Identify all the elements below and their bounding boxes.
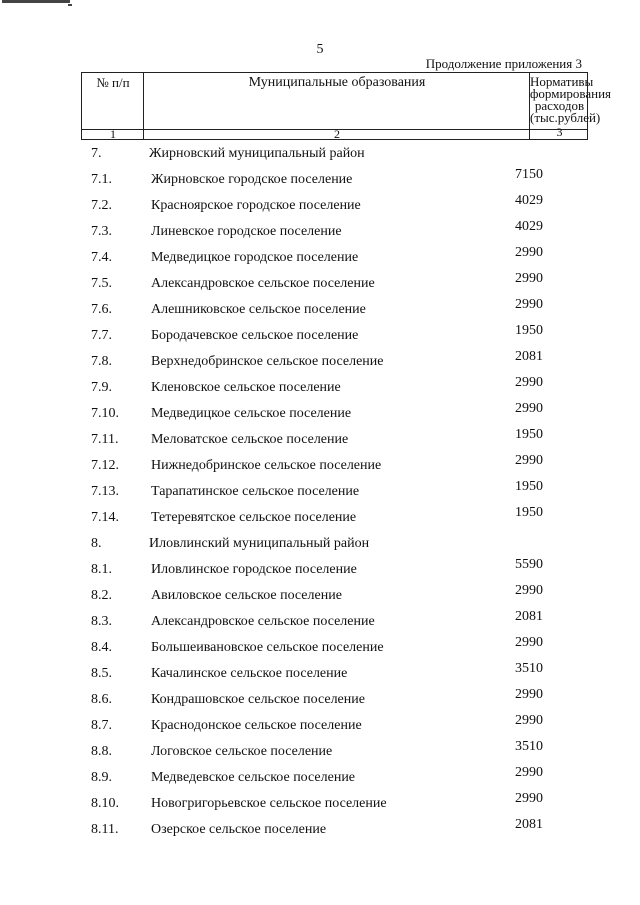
table-row bbox=[0, 167, 640, 198]
row-name: Иловлинское городское поселение bbox=[151, 562, 357, 577]
table-row bbox=[0, 791, 640, 822]
table-row bbox=[0, 245, 640, 276]
row-number: 8.6. bbox=[91, 692, 112, 707]
row-name: Медведицкое городское поселение bbox=[151, 250, 359, 265]
row-name: Кленовское сельское поселение bbox=[151, 380, 341, 395]
row-name: Логовское сельское поселение bbox=[151, 744, 333, 759]
table-row bbox=[0, 219, 640, 250]
header-norm-column: Нормативы формирования расходов (тыс.рублей) bbox=[530, 74, 612, 125]
row-number: 7.5. bbox=[91, 276, 112, 291]
table-row bbox=[0, 271, 640, 302]
row-name: Верхнедобринское сельское поселение bbox=[151, 354, 384, 369]
table-row bbox=[0, 349, 640, 380]
row-name: Александровское сельское поселение bbox=[151, 276, 375, 291]
row-number: 7.9. bbox=[91, 380, 112, 395]
row-value: 4029 bbox=[515, 219, 543, 234]
table-row bbox=[0, 146, 640, 172]
column-index-2: 2 bbox=[334, 127, 340, 141]
appendix-continuation-note: Продолжение приложения 3 bbox=[425, 56, 582, 71]
row-value: 2990 bbox=[515, 271, 543, 286]
row-number: 7.6. bbox=[91, 302, 112, 317]
row-name: Алешниковское сельское поселение bbox=[151, 302, 366, 317]
row-number: 7.2. bbox=[91, 198, 112, 213]
table-row bbox=[0, 401, 640, 432]
row-name: Краснодонское сельское поселение bbox=[151, 718, 362, 733]
row-name: Тарапатинское сельское поселение bbox=[151, 484, 360, 499]
row-value: 3510 bbox=[515, 739, 543, 754]
row-number: 8.2. bbox=[91, 588, 112, 603]
row-name: Кондрашовское сельское поселение bbox=[151, 692, 365, 707]
table-row bbox=[0, 297, 640, 328]
row-value: 2081 bbox=[515, 349, 543, 364]
row-number: 7.3. bbox=[91, 224, 112, 239]
row-value: 2081 bbox=[515, 609, 543, 624]
row-name: Меловатское сельское поселение bbox=[151, 432, 349, 447]
header-number-column: № п/п bbox=[96, 75, 130, 90]
row-name: Тетеревятское сельское поселение bbox=[151, 510, 357, 525]
row-number: 8.5. bbox=[91, 666, 112, 681]
table-row bbox=[0, 635, 640, 666]
row-number: 7.10. bbox=[91, 406, 119, 421]
row-name: Иловлинский муниципальный район bbox=[149, 536, 370, 551]
row-name: Линевское городское поселение bbox=[151, 224, 342, 239]
table-row bbox=[0, 193, 640, 224]
row-number: 8.3. bbox=[91, 614, 112, 629]
row-name: Озерское сельское поселение bbox=[151, 822, 327, 837]
row-value: 2990 bbox=[515, 635, 543, 650]
row-name: Бородачевское сельское поселение bbox=[151, 328, 359, 343]
table-row bbox=[0, 453, 640, 484]
row-name: Красноярское городское поселение bbox=[151, 198, 361, 213]
table-row bbox=[0, 687, 640, 718]
table-row bbox=[0, 661, 640, 692]
row-number: 7.1. bbox=[91, 172, 112, 187]
table-header bbox=[81, 72, 612, 141]
row-number: 7.14. bbox=[91, 510, 119, 525]
row-number: 7.13. bbox=[91, 484, 119, 499]
column-index-1: 1 bbox=[110, 127, 116, 141]
row-value: 2990 bbox=[515, 791, 543, 806]
page-number: 5 bbox=[316, 42, 324, 57]
row-number: 7.7. bbox=[91, 328, 112, 343]
table-row bbox=[0, 323, 640, 354]
row-value: 7150 bbox=[515, 167, 543, 182]
row-number: 7.8. bbox=[91, 354, 112, 369]
table-body bbox=[0, 146, 640, 848]
row-number: 8.9. bbox=[91, 770, 112, 785]
table-row bbox=[0, 739, 640, 770]
row-value: 1950 bbox=[515, 479, 543, 494]
column-index-3: 3 bbox=[556, 125, 563, 139]
row-number: 7.11. bbox=[91, 432, 119, 447]
row-value: 1950 bbox=[515, 505, 543, 520]
row-number: 8.8. bbox=[91, 744, 112, 759]
row-name: Качалинское сельское поселение bbox=[151, 666, 348, 681]
row-number: 7.4. bbox=[91, 250, 112, 265]
table-row bbox=[0, 713, 640, 744]
table-row bbox=[0, 583, 640, 614]
row-value: 2990 bbox=[515, 687, 543, 702]
table-row bbox=[0, 609, 640, 640]
row-name: Нижнедобринское сельское поселение bbox=[151, 458, 382, 473]
row-value: 4029 bbox=[515, 193, 543, 208]
table-row bbox=[0, 557, 640, 588]
row-value: 1950 bbox=[515, 427, 543, 442]
row-value: 2990 bbox=[515, 453, 543, 468]
row-name: Новогригорьевское сельское поселение bbox=[151, 796, 387, 811]
table-row bbox=[0, 427, 640, 458]
row-name: Медведевское сельское поселение bbox=[151, 770, 356, 785]
row-value: 2081 bbox=[515, 817, 543, 832]
row-number: 8.11. bbox=[91, 822, 119, 837]
table-row bbox=[0, 479, 640, 510]
table-row bbox=[0, 505, 640, 536]
row-name: Авиловское сельское поселение bbox=[151, 588, 342, 603]
row-value: 2990 bbox=[515, 245, 543, 260]
row-value: 2990 bbox=[515, 765, 543, 780]
row-name: Большеивановское сельское поселение bbox=[151, 640, 384, 655]
row-name: Жирновский муниципальный район bbox=[149, 146, 365, 161]
row-value: 2990 bbox=[515, 401, 543, 416]
row-value: 2990 bbox=[515, 375, 543, 390]
row-number: 8.4. bbox=[91, 640, 112, 655]
row-value: 2990 bbox=[515, 713, 543, 728]
table-row bbox=[0, 375, 640, 406]
row-value: 1950 bbox=[515, 323, 543, 338]
table-row bbox=[0, 817, 640, 848]
row-number: 8.1. bbox=[91, 562, 112, 577]
corner-scan-dot bbox=[68, 4, 72, 6]
row-value: 2990 bbox=[515, 583, 543, 598]
table-row bbox=[0, 536, 640, 562]
row-number: 8. bbox=[91, 536, 102, 551]
row-name: Медведицкое сельское поселение bbox=[151, 406, 352, 421]
row-number: 8.7. bbox=[91, 718, 112, 733]
row-value: 3510 bbox=[515, 661, 543, 676]
header-name-column: Муниципальные образования bbox=[248, 75, 426, 90]
table-row bbox=[0, 765, 640, 796]
row-number: 7. bbox=[91, 146, 102, 161]
row-name: Жирновское городское поселение bbox=[151, 172, 353, 187]
row-value: 2990 bbox=[515, 297, 543, 312]
row-number: 8.10. bbox=[91, 796, 119, 811]
corner-scan-mark bbox=[2, 0, 70, 3]
row-number: 7.12. bbox=[91, 458, 119, 473]
row-name: Александровское сельское поселение bbox=[151, 614, 375, 629]
row-value: 5590 bbox=[515, 557, 543, 572]
